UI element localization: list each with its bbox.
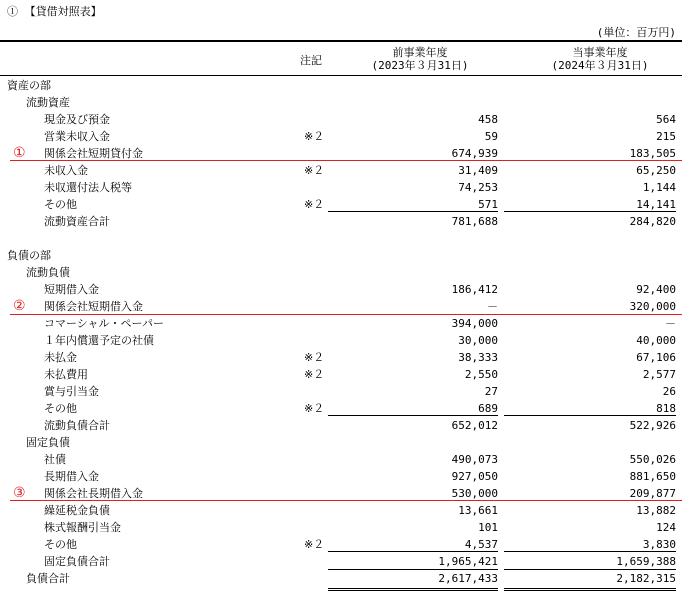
row-label: 社債 <box>44 453 66 466</box>
row-label: 固定負債 <box>26 436 70 449</box>
total-double-rule <box>504 588 676 589</box>
unit-label: (単位：百万円) <box>596 26 676 39</box>
row-label: 関係会社短期貸付金 <box>44 147 143 160</box>
row-note: ※２ <box>304 351 325 364</box>
row-label: 流動資産合計 <box>44 215 110 228</box>
row-current-value: 65,250 <box>636 164 676 177</box>
table-row <box>0 316 686 332</box>
row-prev-value: 4,537 <box>464 538 498 551</box>
row-current-value: 564 <box>656 113 676 126</box>
row-prev-value: 394,000 <box>451 317 498 330</box>
highlight-marker: ② <box>13 298 26 314</box>
row-note: ※２ <box>304 538 325 551</box>
row-current-value: 522,926 <box>629 419 676 432</box>
row-label: コマーシャル・ペーパー <box>44 317 165 330</box>
row-note: ※２ <box>304 198 325 211</box>
subtotal-rule <box>504 569 676 570</box>
statement-title: ① 【貸借対照表】 <box>7 5 102 18</box>
table-row <box>0 503 686 519</box>
row-label: 賞与引当金 <box>44 385 99 398</box>
subtotal-rule <box>328 551 498 552</box>
row-prev-value: 27 <box>484 385 498 398</box>
row-label: 資産の部 <box>7 79 51 92</box>
row-label: 関係会社短期借入金 <box>44 300 143 313</box>
table-row <box>0 367 686 383</box>
table-row <box>0 299 686 315</box>
highlight-underline <box>10 160 682 161</box>
row-prev-value: 2,550 <box>464 368 498 381</box>
row-current-value: 818 <box>656 402 676 415</box>
row-label: 流動資産 <box>26 96 70 109</box>
row-current-value: 3,830 <box>642 538 676 551</box>
row-prev-value: 1,965,421 <box>438 555 498 568</box>
table-row <box>0 571 686 587</box>
row-label: その他 <box>44 402 77 415</box>
row-current-value: 209,877 <box>629 487 676 500</box>
row-note: ※２ <box>304 402 325 415</box>
current-year-title: 当事業年度 <box>572 46 628 59</box>
row-current-value: 124 <box>656 521 676 534</box>
row-current-value: 320,000 <box>629 300 676 313</box>
subtotal-rule <box>504 415 676 416</box>
row-prev-value: 652,012 <box>451 419 498 432</box>
row-label: 未払費用 <box>44 368 88 381</box>
row-current-value: 183,505 <box>629 147 676 160</box>
prev-year-header <box>340 46 500 72</box>
row-current-value: 1,659,388 <box>616 555 676 568</box>
row-label: 関係会社長期借入金 <box>44 487 143 500</box>
row-prev-value: 571 <box>478 198 498 211</box>
table-row <box>0 95 686 111</box>
table-row <box>0 350 686 366</box>
row-prev-value: － <box>487 300 498 313</box>
row-label: 負債の部 <box>7 249 51 262</box>
table-row <box>0 554 686 570</box>
row-label: 繰延税金負債 <box>44 504 110 517</box>
row-label: 株式報酬引当金 <box>44 521 121 534</box>
total-double-rule <box>328 590 498 591</box>
row-label: その他 <box>44 538 77 551</box>
subtotal-rule <box>504 211 676 212</box>
row-prev-value: 59 <box>484 130 498 143</box>
row-label: その他 <box>44 198 77 211</box>
row-label: 営業未収入金 <box>44 130 110 143</box>
row-prev-value: 186,412 <box>451 283 498 296</box>
row-prev-value: 927,050 <box>451 470 498 483</box>
table-row <box>0 78 686 94</box>
row-label: 長期借入金 <box>44 470 99 483</box>
highlight-marker: ① <box>13 145 26 161</box>
table-row <box>0 214 686 230</box>
subtotal-rule <box>328 415 498 416</box>
row-current-value: 14,141 <box>636 198 676 211</box>
row-current-value: 67,106 <box>636 351 676 364</box>
table-row <box>0 333 686 349</box>
table-row <box>0 248 686 264</box>
row-current-value: － <box>665 317 676 330</box>
row-note: ※２ <box>304 368 325 381</box>
row-label: 流動負債合計 <box>44 419 110 432</box>
table-row <box>0 452 686 468</box>
subtotal-rule <box>328 211 498 212</box>
row-current-value: 13,882 <box>636 504 676 517</box>
row-label: 未収還付法人税等 <box>44 181 132 194</box>
row-current-value: 1,144 <box>642 181 676 194</box>
highlight-marker: ③ <box>13 485 26 501</box>
row-prev-value: 490,073 <box>451 453 498 466</box>
highlight-underline <box>10 314 682 315</box>
prev-year-date: (2023年３月31日) <box>371 59 469 72</box>
table-row <box>0 180 686 196</box>
table-row <box>0 418 686 434</box>
row-current-value: 881,650 <box>629 470 676 483</box>
highlight-underline <box>10 500 682 501</box>
table-row <box>0 265 686 281</box>
row-prev-value: 689 <box>478 402 498 415</box>
header-bottom-rule <box>0 75 682 76</box>
row-note: ※２ <box>304 130 325 143</box>
table-row <box>0 520 686 536</box>
row-label: 未払金 <box>44 351 77 364</box>
table-row <box>0 282 686 298</box>
row-label: 現金及び預金 <box>44 113 110 126</box>
row-label: １年内償還予定の社債 <box>44 334 154 347</box>
row-prev-value: 31,409 <box>458 164 498 177</box>
current-year-header <box>520 46 680 72</box>
table-row <box>0 231 686 247</box>
row-label: 負債合計 <box>26 572 70 585</box>
row-prev-value: 13,661 <box>458 504 498 517</box>
table-row <box>0 163 686 179</box>
row-prev-value: 101 <box>478 521 498 534</box>
subtotal-rule <box>504 551 676 552</box>
note-column-header: 注記 <box>300 54 322 67</box>
table-row <box>0 469 686 485</box>
row-prev-value: 530,000 <box>451 487 498 500</box>
header-top-rule <box>0 40 682 42</box>
prev-year-title: 前事業年度 <box>392 46 448 59</box>
row-current-value: 284,820 <box>629 215 676 228</box>
row-current-value: 92,400 <box>636 283 676 296</box>
row-current-value: 40,000 <box>636 334 676 347</box>
row-prev-value: 674,939 <box>451 147 498 160</box>
table-row <box>0 384 686 400</box>
subtotal-rule <box>328 569 498 570</box>
row-prev-value: 2,617,433 <box>438 572 498 585</box>
row-note: ※２ <box>304 164 325 177</box>
row-prev-value: 30,000 <box>458 334 498 347</box>
row-current-value: 2,577 <box>642 368 676 381</box>
total-double-rule <box>328 588 498 589</box>
current-year-date: (2024年３月31日) <box>551 59 649 72</box>
row-current-value: 2,182,315 <box>616 572 676 585</box>
table-row <box>0 112 686 128</box>
total-double-rule <box>504 590 676 591</box>
row-current-value: 550,026 <box>629 453 676 466</box>
row-label: 固定負債合計 <box>44 555 110 568</box>
table-row <box>0 129 686 145</box>
row-current-value: 26 <box>662 385 676 398</box>
row-prev-value: 74,253 <box>458 181 498 194</box>
row-label: 未収入金 <box>44 164 88 177</box>
row-prev-value: 38,333 <box>458 351 498 364</box>
row-label: 短期借入金 <box>44 283 99 296</box>
row-prev-value: 458 <box>478 113 498 126</box>
table-row <box>0 435 686 451</box>
row-current-value: 215 <box>656 130 676 143</box>
row-prev-value: 781,688 <box>451 215 498 228</box>
row-label: 流動負債 <box>26 266 70 279</box>
